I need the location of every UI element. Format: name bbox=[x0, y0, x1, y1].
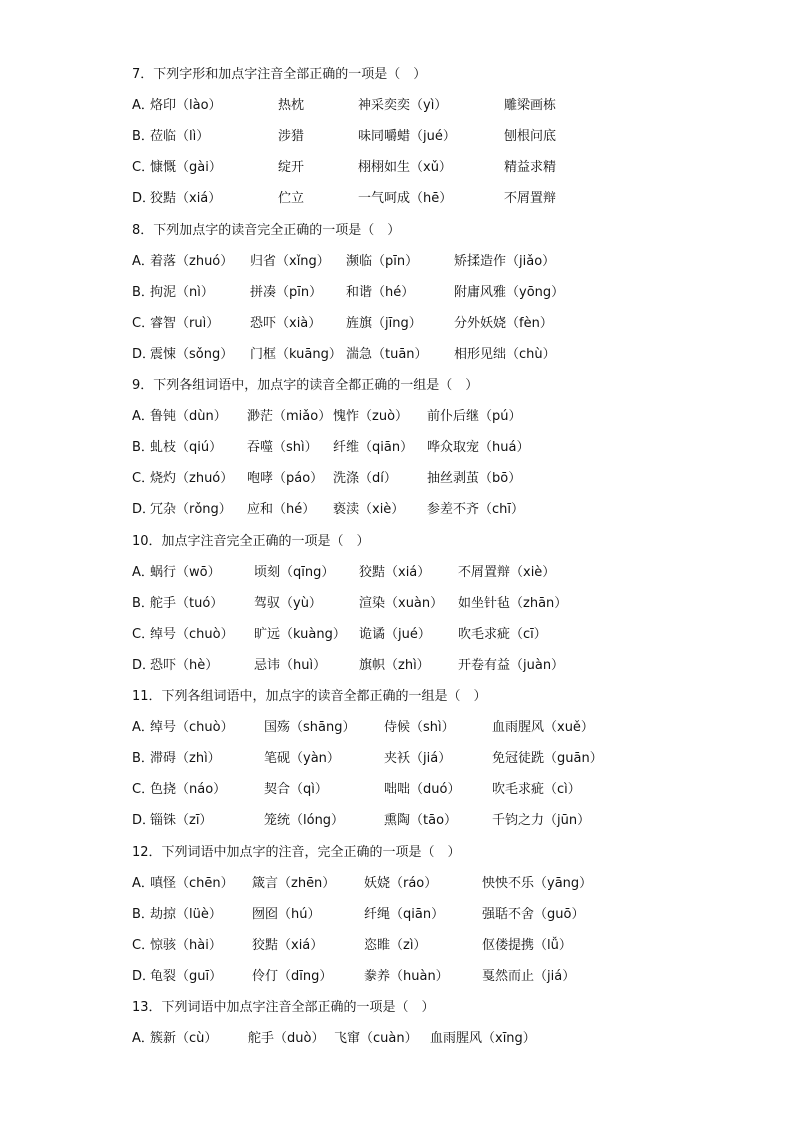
option-letter: B． bbox=[132, 440, 154, 456]
option-letter: B． bbox=[132, 595, 154, 611]
option-word: 不屑置辩 bbox=[504, 191, 557, 207]
option-word: 囫囵（hú） bbox=[252, 906, 321, 922]
option-word: 伛偻提携（lǚ） bbox=[482, 937, 572, 953]
option-word: 热枕 bbox=[278, 98, 305, 114]
question-stem: 9．下列各组词语中，加点字的读音全都正确的一组是（ ） bbox=[132, 378, 479, 393]
option-letter: B． bbox=[132, 284, 154, 300]
option-word: 哗众取宠（huá） bbox=[427, 440, 530, 456]
option-word: 飞窜（cuàn） bbox=[334, 1031, 418, 1047]
option-word: 恐吓（xià） bbox=[250, 315, 322, 331]
option-word: 睿智（ruì） bbox=[150, 315, 220, 331]
option-word: 契合（qì） bbox=[264, 782, 328, 798]
option-word: 狡黠（xiá） bbox=[150, 191, 222, 207]
option-word: 豢养（huàn） bbox=[364, 968, 449, 984]
option-letter: A． bbox=[132, 875, 154, 891]
question-stem: 10．加点字注音完全正确的一项是（ ） bbox=[132, 533, 370, 549]
option-word: 顷刻（qīng） bbox=[254, 564, 335, 580]
option-word: 驾驭（yù） bbox=[254, 595, 322, 611]
option-word: 烙印（lào） bbox=[150, 98, 222, 114]
option-word: 湍急（tuān） bbox=[346, 346, 428, 362]
option-word: 簇新（cù） bbox=[150, 1031, 218, 1047]
option-letter: A． bbox=[132, 98, 154, 114]
option-word: 忌讳（huì） bbox=[254, 657, 327, 673]
option-word: 着落（zhuó） bbox=[150, 253, 234, 269]
option-word: 伫立 bbox=[278, 191, 305, 207]
question-stem: 12．下列词语中加点字的注音，完全正确的一项是（ ） bbox=[132, 844, 461, 860]
option-letter: B． bbox=[132, 129, 154, 145]
option-word: 矫揉造作（jiǎo） bbox=[454, 253, 556, 269]
option-word: 味同嚼蜡（jué） bbox=[358, 129, 456, 145]
option-letter: A． bbox=[132, 253, 154, 269]
option-word: 夹袄（jiá） bbox=[384, 751, 452, 767]
option-word: 蜗行（wō） bbox=[150, 564, 221, 580]
option-word: 拘泥（nì） bbox=[150, 284, 214, 300]
option-word: 绰号（chuò） bbox=[150, 626, 234, 642]
question-stem: 8．下列加点字的读音完全正确的一项是（ ） bbox=[132, 222, 401, 238]
option-word: 前仆后继（pú） bbox=[427, 409, 522, 425]
option-word: 劫掠（lüè） bbox=[150, 906, 222, 922]
option-word: 雕梁画栋 bbox=[504, 98, 557, 114]
option-letter: D． bbox=[132, 502, 156, 518]
option-word: 狡黠（xiá） bbox=[252, 937, 324, 953]
option-letter: D． bbox=[132, 813, 156, 829]
option-letter: B． bbox=[132, 906, 154, 922]
option-word: 血雨腥风（xuě） bbox=[492, 720, 594, 736]
option-word: 吹毛求疵（cì） bbox=[492, 782, 581, 798]
option-word: 渲染（xuàn） bbox=[359, 595, 444, 611]
option-letter: C． bbox=[132, 160, 155, 176]
option-word: 纤绳（qiān） bbox=[364, 906, 445, 922]
option-word: 咄咄（duó） bbox=[384, 782, 461, 798]
option-word: 莅临（lì） bbox=[150, 129, 210, 145]
option-word: 妖娆（ráo） bbox=[364, 875, 438, 891]
option-letter: A． bbox=[132, 720, 154, 736]
option-word: 参差不齐（chī） bbox=[427, 502, 524, 518]
option-word: 舵手（duò） bbox=[248, 1031, 325, 1047]
option-word: 恐吓（hè） bbox=[150, 657, 219, 673]
option-word: 应和（hé） bbox=[247, 502, 316, 518]
option-word: 千钧之力（jūn） bbox=[492, 813, 591, 829]
option-word: 惊骇（hài） bbox=[150, 937, 222, 953]
option-word: 如坐针毡（zhān） bbox=[458, 595, 568, 611]
option-word: 一气呵成（hē） bbox=[358, 191, 453, 207]
question-stem: 7．下列字形和加点字注音全部正确的一项是（ ） bbox=[132, 67, 427, 82]
option-letter: D． bbox=[132, 346, 156, 362]
option-word: 国殇（shāng） bbox=[264, 720, 356, 736]
option-word: 侍候（shì） bbox=[384, 720, 455, 736]
option-word: 诡谲（jué） bbox=[359, 626, 431, 642]
option-word: 绽开 bbox=[278, 160, 305, 176]
option-letter: A． bbox=[132, 1031, 154, 1047]
option-letter: D． bbox=[132, 968, 156, 984]
option-word: 虬枝（qiú） bbox=[150, 440, 223, 456]
option-word: 箴言（zhēn） bbox=[252, 875, 336, 891]
option-word: 吞噬（shì） bbox=[247, 440, 318, 456]
option-word: 强聒不舍（guō） bbox=[482, 906, 585, 922]
option-word: 绰号（chuò） bbox=[150, 720, 234, 736]
option-word: 滞碍（zhì） bbox=[150, 751, 221, 767]
option-letter: A． bbox=[132, 564, 154, 580]
option-word: 愧怍（zuò） bbox=[333, 409, 409, 425]
option-word: 笔砚（yàn） bbox=[264, 751, 340, 767]
option-letter: C． bbox=[132, 471, 155, 487]
option-word: 戛然而止（jiá） bbox=[482, 968, 576, 984]
option-word: 震悚（sǒng） bbox=[150, 346, 234, 362]
option-word: 濒临（pīn） bbox=[346, 253, 419, 269]
option-letter: C． bbox=[132, 315, 155, 331]
option-word: 锱铢（zī） bbox=[150, 813, 213, 829]
option-word: 龟裂（guī） bbox=[150, 968, 223, 984]
option-word: 恣睢（zì） bbox=[364, 937, 427, 953]
option-word: 免冠徒跣（guān） bbox=[492, 751, 603, 767]
option-word: 烧灼（zhuó） bbox=[150, 471, 234, 487]
option-word: 熏陶（tāo） bbox=[384, 813, 458, 829]
option-word: 涉猎 bbox=[278, 129, 305, 145]
option-word: 鲁钝（dùn） bbox=[150, 409, 227, 425]
option-word: 笼统（lóng） bbox=[264, 813, 345, 829]
option-word: 怏怏不乐（yāng） bbox=[482, 875, 593, 891]
option-word: 吹毛求疵（cī） bbox=[458, 626, 547, 642]
option-word: 和谐（hé） bbox=[346, 284, 415, 300]
option-word: 冗杂（rǒng） bbox=[150, 502, 232, 518]
option-letter: D． bbox=[132, 191, 156, 207]
option-letter: C． bbox=[132, 937, 155, 953]
option-word: 洗涤（dí） bbox=[333, 471, 397, 487]
option-word: 旌旗（jīng） bbox=[346, 315, 422, 331]
option-word: 不屑置辩（xiè） bbox=[458, 564, 556, 580]
option-word: 血雨腥风（xīng） bbox=[430, 1031, 536, 1047]
option-word: 旗帜（zhì） bbox=[359, 657, 430, 673]
option-word: 拼凑（pīn） bbox=[250, 284, 323, 300]
option-word: 亵渎（xiè） bbox=[333, 502, 405, 518]
question-stem: 13．下列词语中加点字注音全部正确的一项是（ ） bbox=[132, 1000, 435, 1015]
question-stem: 11．下列各组词语中，加点字的读音全都正确的一组是（ ） bbox=[132, 689, 487, 704]
option-word: 相形见绌（chù） bbox=[454, 346, 556, 362]
option-letter: D． bbox=[132, 657, 156, 673]
option-word: 咆哮（páo） bbox=[247, 471, 324, 487]
option-word: 舵手（tuó） bbox=[150, 595, 224, 611]
option-word: 嗔怪（chēn） bbox=[150, 875, 234, 891]
option-word: 纤维（qiān） bbox=[333, 440, 414, 456]
option-word: 归省（xǐng） bbox=[250, 253, 330, 269]
option-letter: B． bbox=[132, 751, 154, 767]
option-word: 精益求精 bbox=[504, 160, 557, 176]
option-word: 狡黠（xiá） bbox=[359, 564, 431, 580]
option-word: 开卷有益（juàn） bbox=[458, 657, 565, 673]
option-word: 刨根问底 bbox=[504, 129, 557, 145]
option-word: 门框（kuāng） bbox=[250, 346, 342, 362]
option-letter: A． bbox=[132, 409, 154, 425]
option-letter: C． bbox=[132, 782, 155, 798]
option-word: 旷远（kuàng） bbox=[254, 626, 346, 642]
option-word: 抽丝剥茧（bō） bbox=[427, 471, 522, 487]
option-word: 分外妖娆（fèn） bbox=[454, 315, 553, 331]
option-word: 色挠（náo） bbox=[150, 782, 227, 798]
option-word: 附庸风雅（yōng） bbox=[454, 284, 565, 300]
option-word: 伶仃（dīng） bbox=[252, 968, 333, 984]
option-word: 神采奕奕（yì） bbox=[358, 98, 448, 114]
option-letter: C． bbox=[132, 626, 155, 642]
option-word: 栩栩如生（xǔ） bbox=[358, 160, 452, 176]
option-word: 渺茫（miǎo） bbox=[247, 409, 332, 425]
option-word: 慷慨（gài） bbox=[150, 160, 222, 176]
